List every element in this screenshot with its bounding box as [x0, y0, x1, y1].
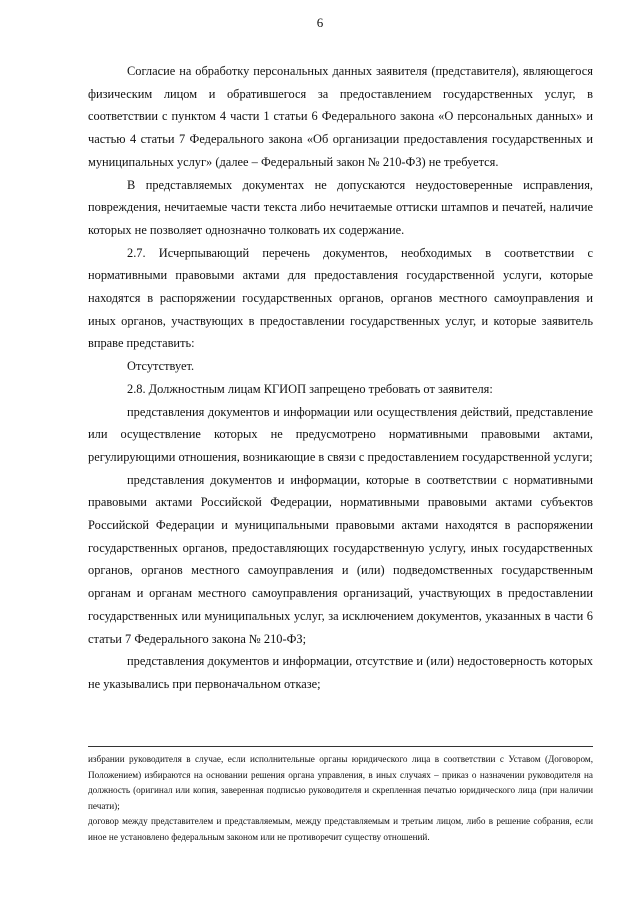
footnote-text: избрании руководителя в случае, если исполнительные органы юридического лица в соответствии с Уставом (Договором, Положением) избираются на основании решения органа управления, в иных случаях – приказ о назначении руководителя на должность (оригинал или копия, заверенная подписью руководителя и скрепленная печатью юридического лица (при наличии печати); — [88, 754, 593, 811]
page-number: 6 — [316, 15, 324, 30]
paragraph-requirement-1: представления документов и информации или осуществления действий, представление или осуществление которых не предусмотрено нормативными правовыми актами, регулирующими отношения, возникающие в связи с предоставлением государственной услуги; — [88, 404, 593, 464]
paragraph-requirement-3: представления документов и информации, отсутствие и (или) недостоверность которых не указывались при первоначальном отказе; — [88, 654, 593, 691]
paragraph-corrections: В представляемых документах не допускаются неудостоверенные исправления, повреждения, нечитаемые части текста либо нечитаемые оттиски штампов и печатей, наличие которых не позволяет однозначно толковать их содержание. — [88, 177, 593, 237]
footnotes — [88, 752, 593, 846]
paragraph-2-7: 2.7. Исчерпывающий перечень документов, необходимых в соответствии с нормативными правовыми актами для предоставления государственной услуги, которые находятся в распоряжении государственных органов, органов местного самоуправления и иных органов, участвующих в предоставлении государственных услуг, и которые заявитель вправе представить: — [88, 245, 593, 351]
paragraph-absent: Отсутствует. — [127, 359, 195, 374]
document-body — [88, 60, 593, 696]
paragraph-consent: Согласие на обработку персональных данных заявителя (представителя), являющегося физическим лицом и обратившегося за предоставлением государственных услуг, в соответствии с пунктом 4 части 1 статьи 6 Федерального закона «О персональных данных» и частью 4 статьи 7 Федерального закона «Об организации предоставления государственных и муниципальных услуг» (далее – Федеральный закон № 210-ФЗ) не требуется. — [88, 64, 593, 169]
paragraph-requirement-2: представления документов и информации, которые в соответствии с нормативными правовыми актами Российской Федерации, нормативными правовыми актами субъектов Российской Федерации и муниципальными правовыми актами находятся в распоряжении государственных органов, предоставляющих государственную услугу, иных государственных органов, органов местного самоуправления и (или) подведомственных государственным органам и органам местного самоуправления организаций, участвующих в предоставлении государственных или муниципальных услуг, за исключением документов, указанных в части 6 статьи 7 Федерального закона № 210-ФЗ; — [88, 472, 593, 646]
footnote-divider — [88, 746, 593, 747]
footnote-text: договор между представителем и представляемым, между представляемым и третьим лицом, либо в решение собрания, если иное не установлено федеральным законом или не противоречит существу отношений. — [88, 816, 593, 842]
paragraph-2-8: 2.8. Должностным лицам КГИОП запрещено требовать от заявителя: — [127, 381, 493, 396]
